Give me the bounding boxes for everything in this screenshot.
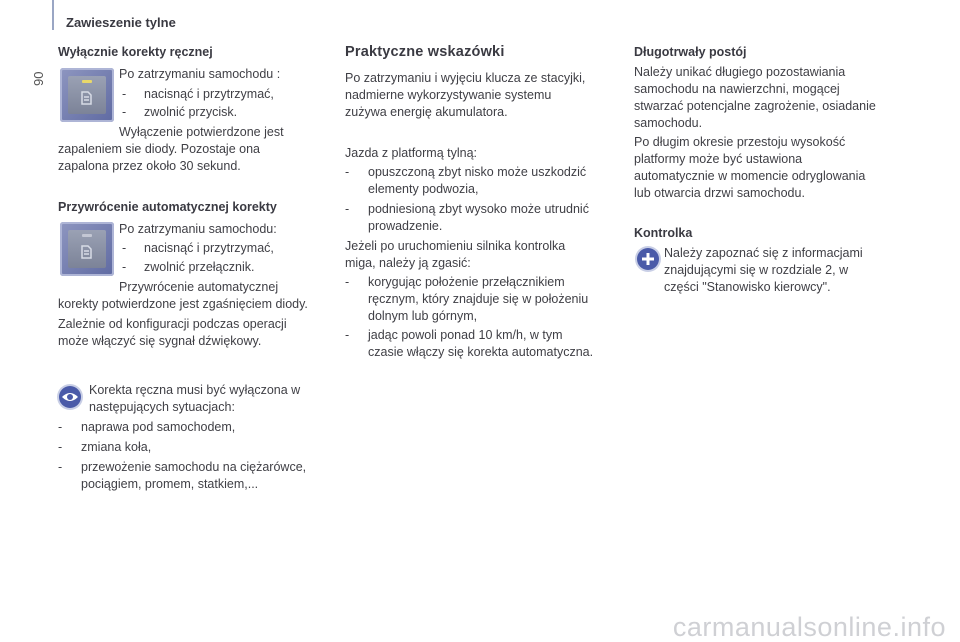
text-paragraph: Po zatrzymaniu i wyjęciu klucza ze stacyjki, (345, 71, 586, 85)
header-accent-bar (52, 0, 54, 30)
text-paragraph: Należy unikać długiego pozostawiania (634, 65, 846, 79)
text-paragraph: znajdującymi się w rozdziale 2, w (664, 263, 849, 277)
text-paragraph: Jeżeli po uruchomieniu silnika kontrolka (345, 239, 566, 253)
page-header: Zawieszenie tylne (66, 15, 176, 30)
text-paragraph: części "Stanowisko kierowcy". (664, 280, 831, 294)
eye-icon (59, 386, 81, 408)
list-item-continuation: prowadzenie. (368, 219, 443, 233)
text-paragraph: automatycznie w momencie odryglowania (634, 169, 866, 183)
section-title-long-parking: Długotrwały postój (634, 45, 747, 59)
text-paragraph: samochodu na nawierzchni, mogącej (634, 82, 840, 96)
text-paragraph: Po długim okresie przestoju wysokość (634, 135, 846, 149)
text-confirm: Przywrócenie automatycznej (119, 280, 279, 294)
watermark: carmanualsonline.info (672, 612, 946, 642)
section-title-auto-restore: Przywrócenie automatycznej korekty (58, 200, 277, 214)
text-confirm: korekty potwierdzone jest zgaśnięciem diody. (58, 297, 308, 311)
text-paragraph: lub otwarcia drzwi samochodu. (634, 186, 805, 200)
text-intro: Po zatrzymaniu samochodu: (119, 222, 277, 236)
text-warning: następujących sytuacjach: (89, 400, 235, 414)
text-paragraph: stwarzać potencjalne zagrożenie, osiadanie (634, 99, 876, 113)
text-warning: Korekta ręczna musi być wyłączona w (89, 383, 301, 397)
text-intro: Po zatrzymaniu samochodu : (119, 67, 281, 81)
text-paragraph: Jazda z platformą tylną: (345, 146, 478, 160)
text-paragraph: samochodu. (634, 116, 703, 130)
text-note: może włączyć się sygnał dźwiękowy. (58, 334, 262, 348)
suspension-button-led-off-icon (60, 222, 114, 276)
page-number: 90 (31, 71, 46, 86)
list-item-continuation: elementy podwozia, (368, 182, 479, 196)
section-title-manual-off: Wyłącznie korekty ręcznej (58, 45, 213, 59)
list-item-continuation: ręcznym, który znajduje się w położeniu (368, 292, 589, 306)
text-paragraph: zużywa energię akumulatora. (345, 105, 508, 119)
list-item-continuation: pociągiem, promem, statkiem,... (81, 477, 259, 491)
text-paragraph: miga, należy ją zgasić: (345, 256, 471, 270)
plus-icon (637, 248, 659, 270)
text-paragraph: Należy zapoznać się z informacjami (664, 246, 863, 260)
section-title-indicator: Kontrolka (634, 226, 693, 240)
text-confirm: zapalona przez około 30 sekund. (58, 159, 241, 173)
list-item-continuation: dolnym lub górnym, (368, 309, 478, 323)
text-note: Zależnie od konfiguracji podczas operacji (58, 317, 287, 331)
suspension-button-led-on-icon (60, 68, 114, 122)
text-confirm: Wyłączenie potwierdzone jest (119, 125, 284, 139)
text-paragraph: nadmierne wykorzystywanie systemu (345, 88, 552, 102)
list-item-continuation: czasie włączy się korekta automatyczna. (368, 345, 594, 359)
text-confirm: zapaleniem sie diody. Pozostaje ona (58, 142, 260, 156)
text-paragraph: platformy może być ustawiona (634, 152, 803, 166)
section-title-practical-tips: Praktyczne wskazówki (345, 44, 505, 60)
